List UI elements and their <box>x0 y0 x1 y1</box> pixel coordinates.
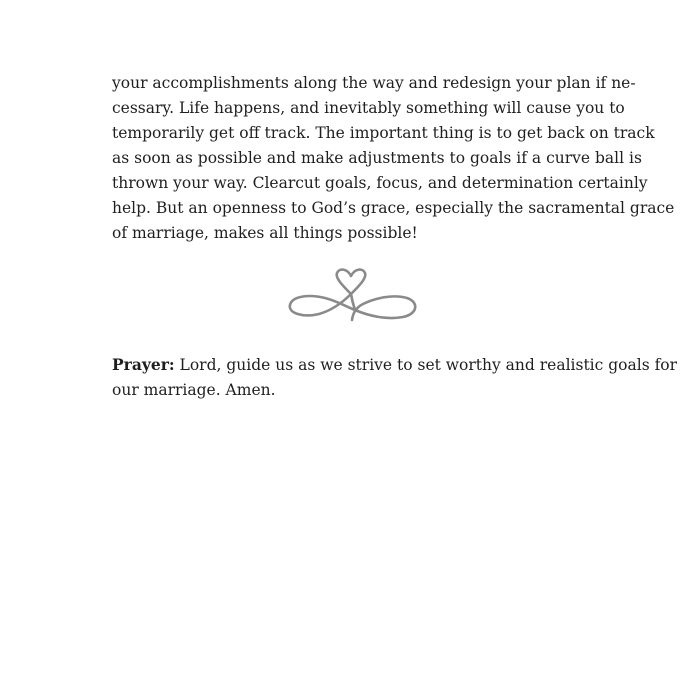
body-paragraph <box>112 71 675 246</box>
prayer-text: Lord, guide us as we strive to set worthy and realistic goals for <box>174 356 678 374</box>
prayer-line: our marriage. Amen. <box>112 381 276 399</box>
body-line: as soon as possible and make adjustments to goals if a curve ball is <box>112 149 642 167</box>
prayer-label: Prayer: <box>112 355 175 374</box>
body-line: thrown your way. Clearcut goals, focus, and determination certainly <box>112 174 648 192</box>
prayer-line <box>112 352 678 378</box>
body-line: temporarily get off track. The important thing is to get back on track <box>112 124 655 142</box>
prayer-paragraph <box>112 352 678 403</box>
heart-infinity-icon <box>285 264 420 328</box>
body-line: cessary. Life happens, and inevitably something will cause you to <box>112 99 625 117</box>
body-line: help. But an openness to God’s grace, especially the sacramental grace <box>112 199 675 217</box>
body-line: of marriage, makes all things possible! <box>112 224 418 242</box>
body-line: your accomplishments along the way and redesign your plan if ne- <box>112 74 636 92</box>
